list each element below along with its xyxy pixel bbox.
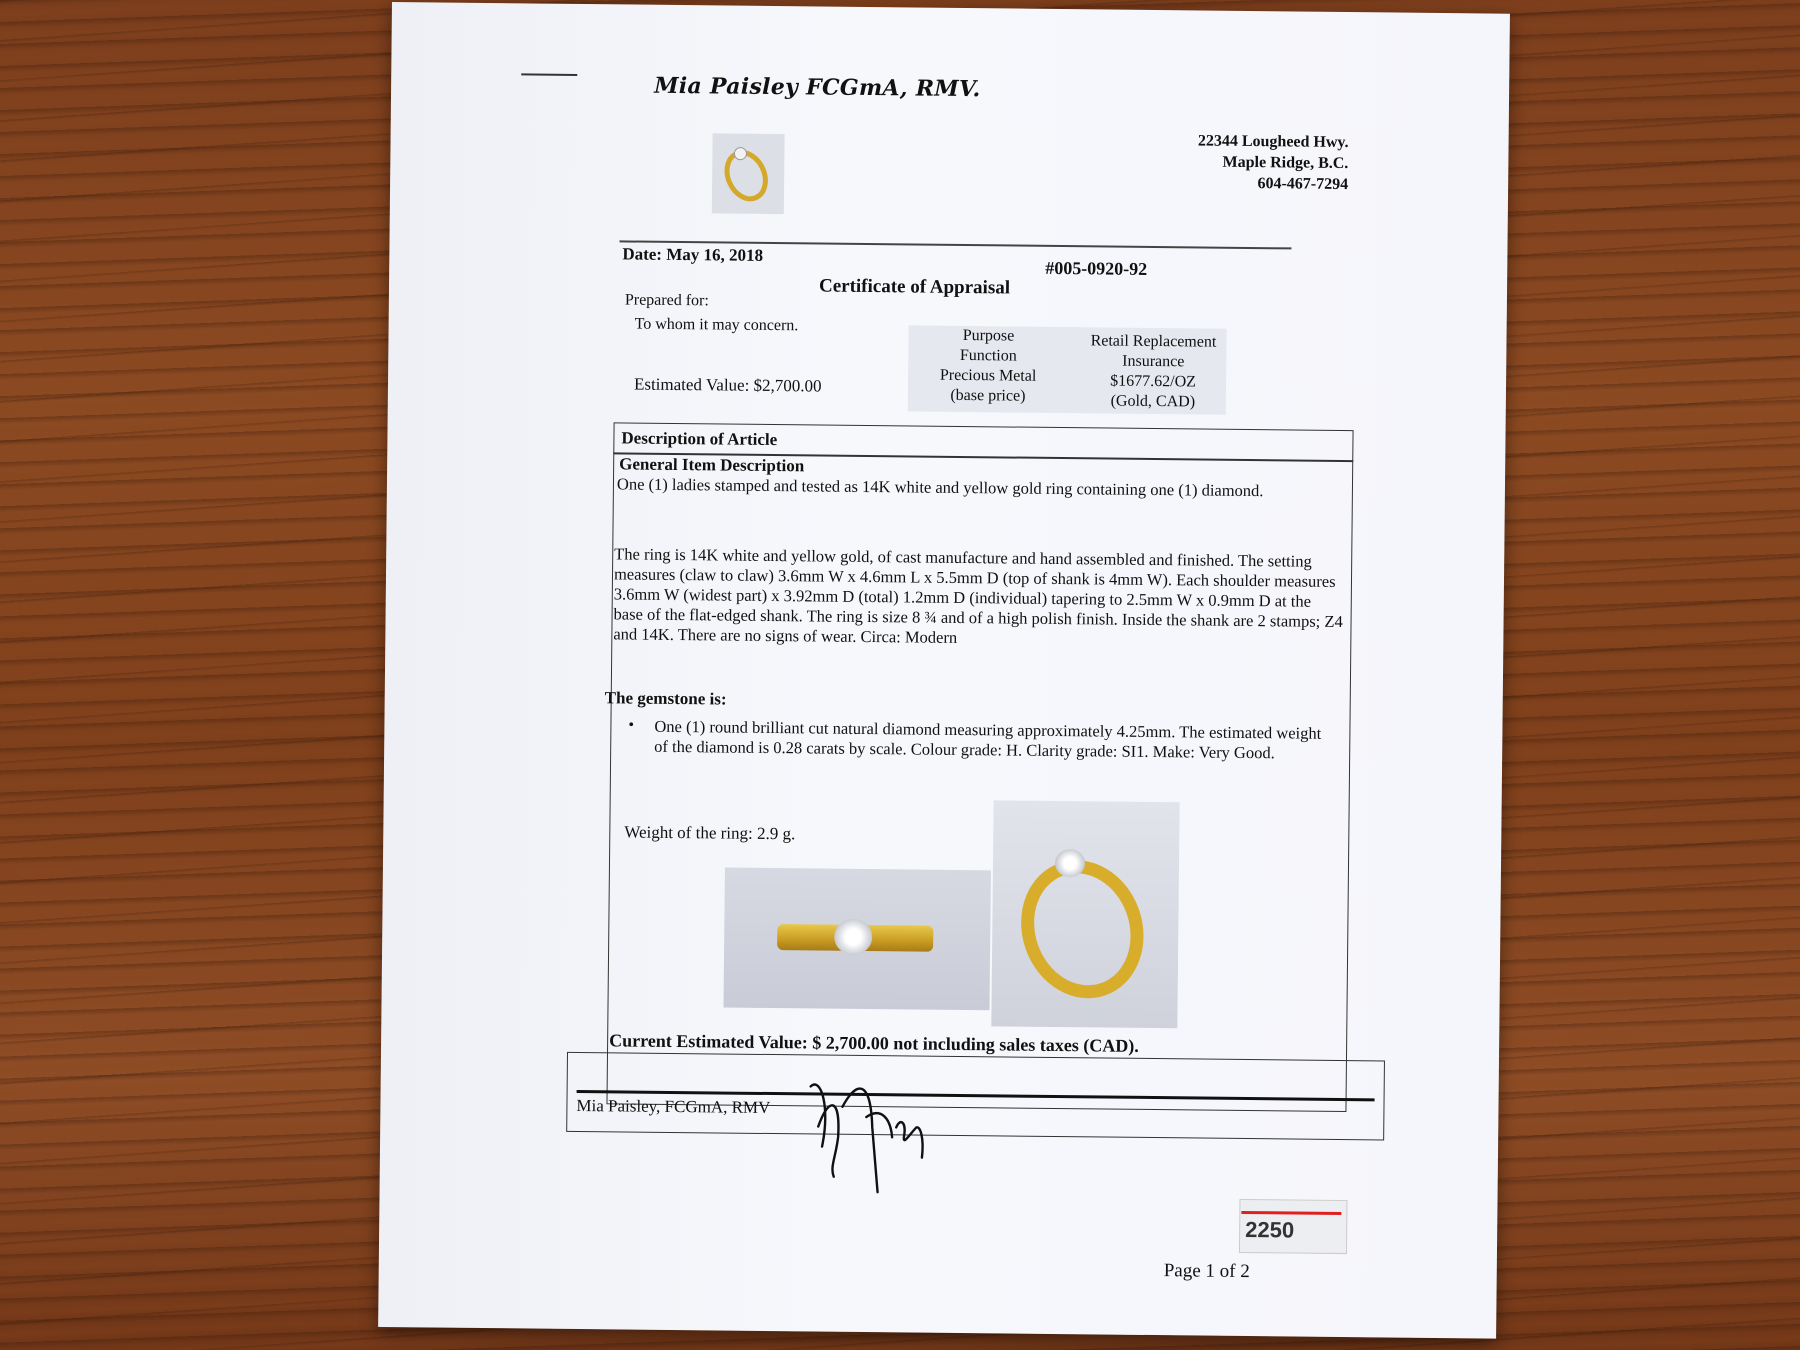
purpose-labels <box>928 326 1049 407</box>
handwritten-signature <box>800 1066 941 1197</box>
ring-detail-text: The ring is 14K white and yellow gold, of cast manufacture and hand assembled and finished. The setting measures (claw to claw) 3.6mm W x 4.6mm L x 5.5mm D (top of shank is 4mm W). Each shoulder measures 3.6mm W (widest part) x 3.92mm D (total) 1.2mm D (individual) tapering to 2.5mm W x 0.9mm D at the base of the flat-edged shank. The ring is size 8 ¾ and of a high polish finish. Inside the shank are 2 stamps; Z4 and 14K. There are no signs of wear. Circa: Modern <box>613 544 1343 647</box>
address-block <box>1197 130 1348 195</box>
description-title: Description of Article <box>621 428 778 450</box>
purpose-values <box>1078 331 1229 413</box>
appraisal-document <box>378 2 1510 1339</box>
address-line: 22344 Lougheed Hwy. <box>1197 132 1349 152</box>
ring-thumbnail-photo <box>712 133 785 214</box>
diamond-image <box>834 919 872 955</box>
purpose-label: Purpose <box>962 326 1015 345</box>
corner-dash <box>521 73 577 76</box>
function-value: Insurance <box>1122 352 1185 371</box>
prepared-for-label: Prepared for: <box>624 291 709 310</box>
prepared-for-value: To whom it may concern. <box>634 315 799 335</box>
gemstone-text: One (1) round brilliant cut natural diamond measuring approximately 4.25mm. The estimated weight of the diamond is 0.28 carats by scale. Colour grade: H. Clarity grade: SI1. Make: Very Good. <box>654 716 1322 763</box>
metal-price-value: $1677.62/OZ <box>1110 372 1197 391</box>
estimated-value: Estimated Value: $2,700.00 <box>633 374 822 396</box>
ring-angle-diamond-image <box>1055 849 1085 877</box>
metal-unit-value: (Gold, CAD) <box>1110 392 1196 411</box>
bullet-point: • <box>628 716 635 734</box>
general-description-text: One (1) ladies stamped and tested as 14K white and yellow gold ring containing one (1) diamond. <box>616 474 1264 501</box>
function-label: Function <box>959 346 1017 365</box>
appraiser-name: Mia Paisley FCGmA, RMV. <box>654 72 981 103</box>
current-estimated-value: Current Estimated Value: $ 2,700.00 not including sales taxes (CAD). <box>609 1030 1139 1056</box>
appraisal-date: Date: May 16, 2018 <box>622 244 764 265</box>
ring-weight: Weight of the ring: 2.9 g. <box>624 822 796 844</box>
base-price-label: (base price) <box>950 386 1026 405</box>
document-title: Certificate of Appraisal <box>818 275 1011 299</box>
purpose-value: Retail Replacement <box>1090 332 1217 351</box>
page-number: Page 1 of 2 <box>1163 1260 1250 1283</box>
prepared-for <box>625 288 799 338</box>
gemstone-title: The gemstone is: <box>604 688 727 709</box>
phone-line: 604-467-7294 <box>1257 175 1349 194</box>
signer-name: Mia Paisley, FCGmA, RMV <box>576 1095 771 1118</box>
certificate-number: #005-0920-92 <box>1045 257 1148 279</box>
general-description-title: General Item Description <box>619 454 805 476</box>
precious-metal-label: Precious Metal <box>939 366 1037 385</box>
address-line: Maple Ridge, B.C. <box>1222 153 1349 173</box>
sticker-code: 2250 <box>1245 1217 1295 1243</box>
